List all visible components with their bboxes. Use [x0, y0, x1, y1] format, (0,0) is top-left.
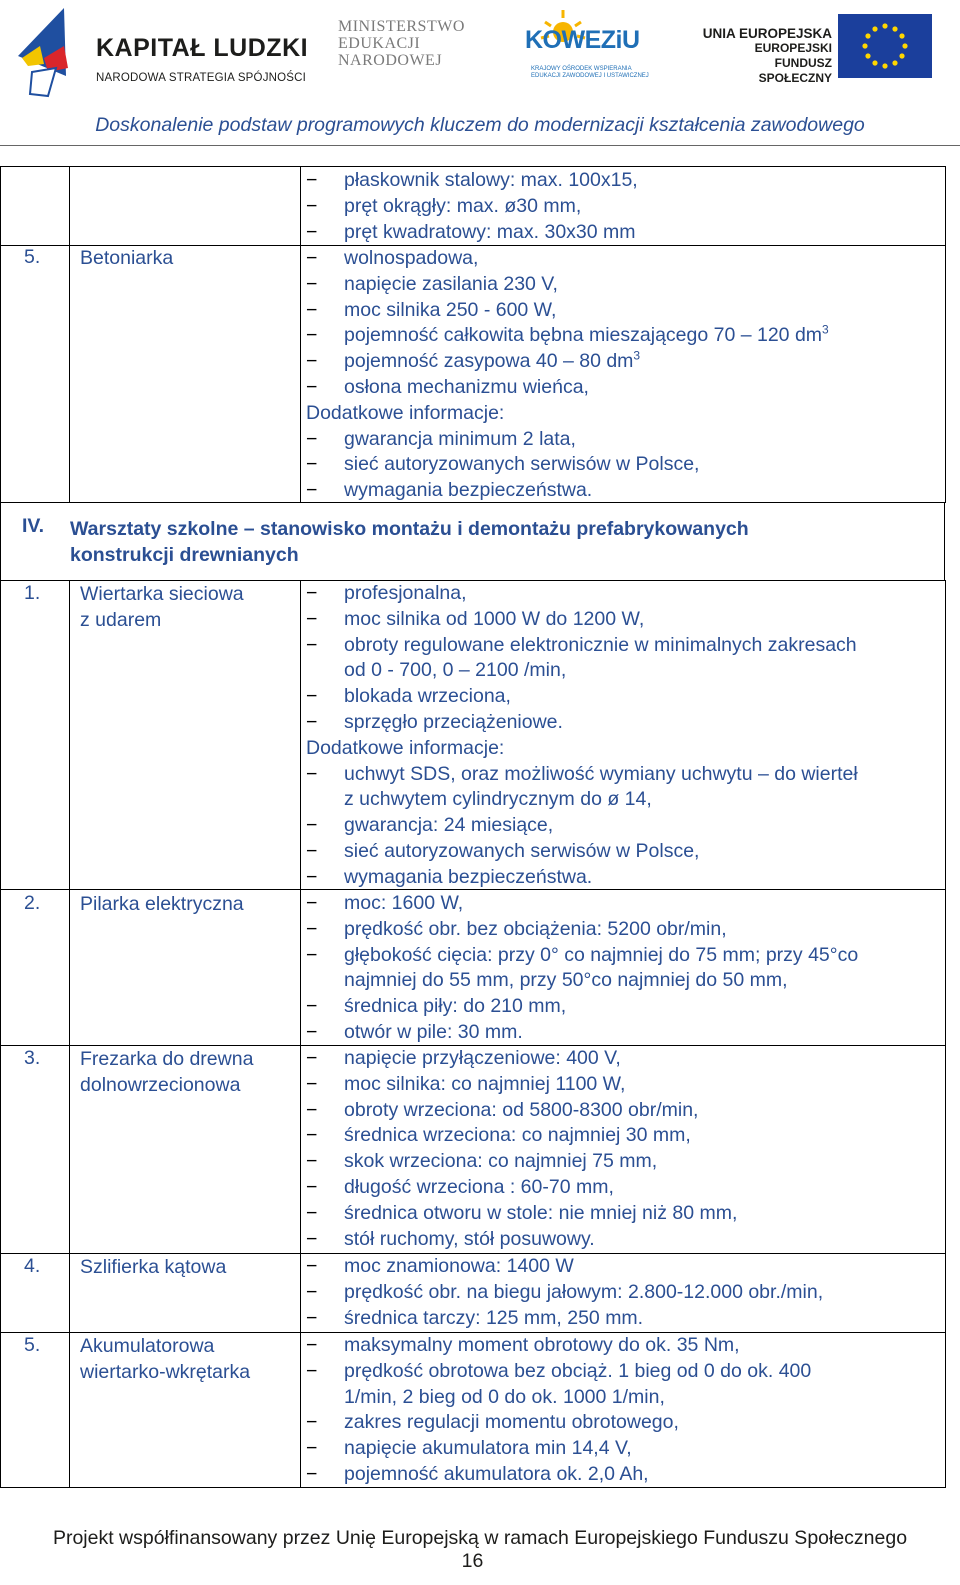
- spec-item: − maksymalny moment obrotowy do ok. 35 Nm,: [306, 1334, 740, 1356]
- spec-item: − skok wrzeciona: co najmniej 75 mm,: [306, 1150, 658, 1173]
- row-name-line: Frezarka do drewna: [80, 1048, 254, 1070]
- row-name-line: z udarem: [80, 609, 162, 631]
- column-divider: [69, 1333, 70, 1488]
- column-divider: [300, 890, 301, 1045]
- column-divider: [300, 246, 301, 503]
- spec-item: − napięcie przyłączeniowe: 400 V,: [306, 1047, 621, 1069]
- spec-item: − pręt okrągły: max. ø30 mm,: [306, 194, 582, 217]
- kapital-ludzki-emblem-icon: [12, 6, 84, 102]
- spec-item: − gwarancja minimum 2 lata,: [306, 427, 576, 450]
- column-divider: [69, 581, 70, 889]
- spec-item: − uchwyt SDS, oraz możliwość wymiany uchwytu – do wierteł: [306, 762, 858, 785]
- row-number: 2.: [24, 892, 41, 914]
- column-divider: [69, 890, 70, 1045]
- spec-item: − zakres regulacji momentu obrotowego,: [306, 1411, 679, 1434]
- row-number: 5.: [24, 246, 41, 268]
- spec-item: − profesjonalna,: [306, 582, 467, 604]
- spec-item: − blokada wrzeciona,: [306, 685, 511, 708]
- koweziu-logo: [525, 18, 655, 88]
- spec-item: − obroty regulowane elektronicznie w minimalnych zakresach: [306, 633, 857, 656]
- column-divider: [300, 1046, 301, 1253]
- spec-item: − średnica piły: do 210 mm,: [306, 995, 567, 1018]
- row-number: 4.: [24, 1255, 41, 1277]
- row-2-specs-list: [306, 891, 942, 1046]
- row-number: 5.: [24, 1334, 41, 1356]
- kapital-ludzki-logo: [12, 6, 312, 102]
- row-4-specs-list: [306, 1254, 942, 1331]
- row-name-line: Akumulatorowa: [80, 1335, 215, 1357]
- page-number: 16: [461, 1550, 484, 1572]
- spec-item: − wymagania bezpieczeństwa.: [306, 865, 593, 888]
- row-number: 1.: [24, 582, 41, 604]
- row-name: [80, 1046, 253, 1098]
- spec-item: − pojemność akumulatora ok. 2,0 Ah,: [306, 1462, 649, 1485]
- spec-item: − średnica wrzeciona: co najmniej 30 mm,: [306, 1124, 691, 1147]
- spec-item: − otwór w pile: 30 mm.: [306, 1020, 523, 1043]
- row-name-line: Szlifierka kątowa: [80, 1256, 227, 1278]
- row-name-line: Wiertarka sieciowa: [80, 583, 244, 605]
- koweziu-subtitle: KRAJOWY OŚRODEK WSPIERANIA EDUKACJI ZAWODOWEJ I USTAWICZNEJ: [531, 66, 649, 79]
- spec-item: − sieć autoryzowanych serwisów w Polsce,: [306, 453, 700, 476]
- row-name: [80, 581, 244, 633]
- spec-item: − osłona mechanizmu wieńca,: [306, 375, 589, 398]
- spec-item: − gwarancja: 24 miesiące,: [306, 814, 554, 837]
- spec-item: − pojemność zasypowa 40 – 80 $dm^3$: [306, 348, 641, 373]
- row-5-specs-list: [306, 1333, 942, 1488]
- row-1-specs-list: [306, 581, 942, 891]
- spec-item: − moc silnika: co najmniej 1100 W,: [306, 1072, 626, 1095]
- spec-item: − prędkość obrotowa bez obciąż. 1 bieg od 0 do ok. 400: [306, 1359, 812, 1382]
- row-name: [80, 891, 244, 917]
- ministerstwo-logo: [338, 18, 508, 69]
- section-title-line-2: konstrukcji drewnianych: [70, 544, 299, 566]
- row-name: [80, 1333, 250, 1385]
- column-divider: [69, 167, 70, 246]
- spec-item: − sprzęgło przeciążeniowe.: [306, 710, 563, 733]
- table-bottom-border: [0, 1487, 946, 1488]
- header-logos: [0, 0, 960, 108]
- extra-info-label: Dodatkowe informacje:: [306, 401, 505, 424]
- spec-item: − moc: 1600 W,: [306, 892, 464, 914]
- kapital-ludzki-title: KAPITAŁ LUDZKI: [96, 34, 309, 62]
- column-divider: [69, 1046, 70, 1253]
- continued-specs-list: [306, 168, 942, 245]
- koweziu-title: KOWEZiU: [525, 26, 640, 54]
- spec-item: − głębokość cięcia: przy 0° co najmniej do 75 mm; przy 45°co: [306, 943, 859, 966]
- spec-item: − prędkość obr. bez obciążenia: 5200 obr/min,: [306, 917, 727, 940]
- footer-text: Projekt współfinansowany przez Unię Europejską w ramach Europejskiego Funduszu Społecznego: [52, 1527, 908, 1549]
- spec-item: − płaskownik stalowy: max. 100x15,: [306, 169, 638, 191]
- spec-item: − napięcie akumulatora min 14,4 V,: [306, 1437, 632, 1460]
- column-divider: [300, 167, 301, 246]
- section-title-line-1: Warsztaty szkolne – stanowisko montażu i demontażu prefabrykowanych: [70, 518, 749, 540]
- ue-line-1: UNIA EUROPEJSKA: [702, 26, 832, 41]
- betoniarka-specs-list: [306, 246, 942, 504]
- section-right-border: [944, 502, 945, 580]
- row-name: [80, 1254, 226, 1280]
- spec-item-continuation: najmniej do 55 mm, przy 50°co najmniej do 50 mm,: [344, 969, 788, 992]
- column-divider: [69, 1254, 70, 1332]
- spec-item: − prędkość obr. na biegu jałowym: 2.800-12.000 obr./min,: [306, 1280, 824, 1303]
- column-divider: [300, 581, 301, 889]
- spec-item: − stół ruchomy, stół posuwowy.: [306, 1227, 595, 1250]
- spec-item: − napięcie zasilania 230 V,: [306, 272, 558, 295]
- ue-line-3: FUNDUSZ SPOŁECZNY: [758, 56, 832, 85]
- column-divider: [300, 1254, 301, 1332]
- section-number: IV.: [22, 515, 45, 537]
- extra-info-label: Dodatkowe informacje:: [306, 736, 505, 759]
- spec-item: − sieć autoryzowanych serwisów w Polsce,: [306, 839, 700, 862]
- spec-item: − pojemność całkowita bębna mieszającego 70 – 120 $dm^3$: [306, 322, 829, 347]
- eu-flag-icon: [838, 14, 932, 78]
- header-divider: [0, 145, 960, 146]
- spec-item: − moc silnika od 1000 W do 1200 W,: [306, 607, 645, 630]
- ue-logo-text: [700, 26, 832, 86]
- spec-item-continuation: z uchwytem cylindrycznym do ø 14,: [344, 788, 652, 811]
- spec-item: − długość wrzeciona : 60-70 mm,: [306, 1175, 614, 1198]
- row-name-line: dolnowrzecionowa: [80, 1074, 241, 1096]
- row-3-specs-list: [306, 1046, 942, 1252]
- spec-item-continuation: 1/min, 2 bieg od 0 do ok. 1000 1/min,: [344, 1385, 665, 1408]
- kapital-ludzki-subtitle: NARODOWA STRATEGIA SPÓJNOŚCI: [96, 72, 307, 84]
- spec-item: − obroty wrzeciona: od 5800-8300 obr/min,: [306, 1098, 699, 1121]
- spec-item: − średnica tarczy: 125 mm, 250 mm.: [306, 1306, 644, 1329]
- spec-item: − moc silnika 250 - 600 W,: [306, 298, 557, 321]
- row-name-line: Pilarka elektryczna: [80, 893, 244, 915]
- men-line-3: NARODOWEJ: [338, 52, 443, 69]
- spec-item-continuation: od 0 - 700, 0 – 2100 /min,: [344, 659, 567, 682]
- spec-item: − pręt kwadratowy: max. 30x30 mm: [306, 220, 636, 243]
- ue-line-2: EUROPEJSKI: [754, 41, 832, 55]
- column-divider: [300, 1333, 301, 1488]
- header-caption: Doskonalenie podstaw programowych kluczem do modernizacji kształcenia zawodowego: [95, 114, 865, 136]
- column-divider: [69, 246, 70, 503]
- men-line-1: MINISTERSTWO: [338, 18, 465, 35]
- row-name: Betoniarka: [80, 247, 174, 269]
- spec-item: − moc znamionowa: 1400 W: [306, 1255, 574, 1277]
- row-name-line: wiertarko-wkrętarka: [80, 1361, 251, 1383]
- row-number: 3.: [24, 1047, 41, 1069]
- spec-item: − średnica otworu w stole: nie mniej niż 80 mm,: [306, 1201, 738, 1224]
- spec-item: − wolnospadowa,: [306, 247, 479, 269]
- spec-item: − wymagania bezpieczeństwa.: [306, 479, 593, 502]
- men-line-2: EDUKACJI: [338, 35, 421, 52]
